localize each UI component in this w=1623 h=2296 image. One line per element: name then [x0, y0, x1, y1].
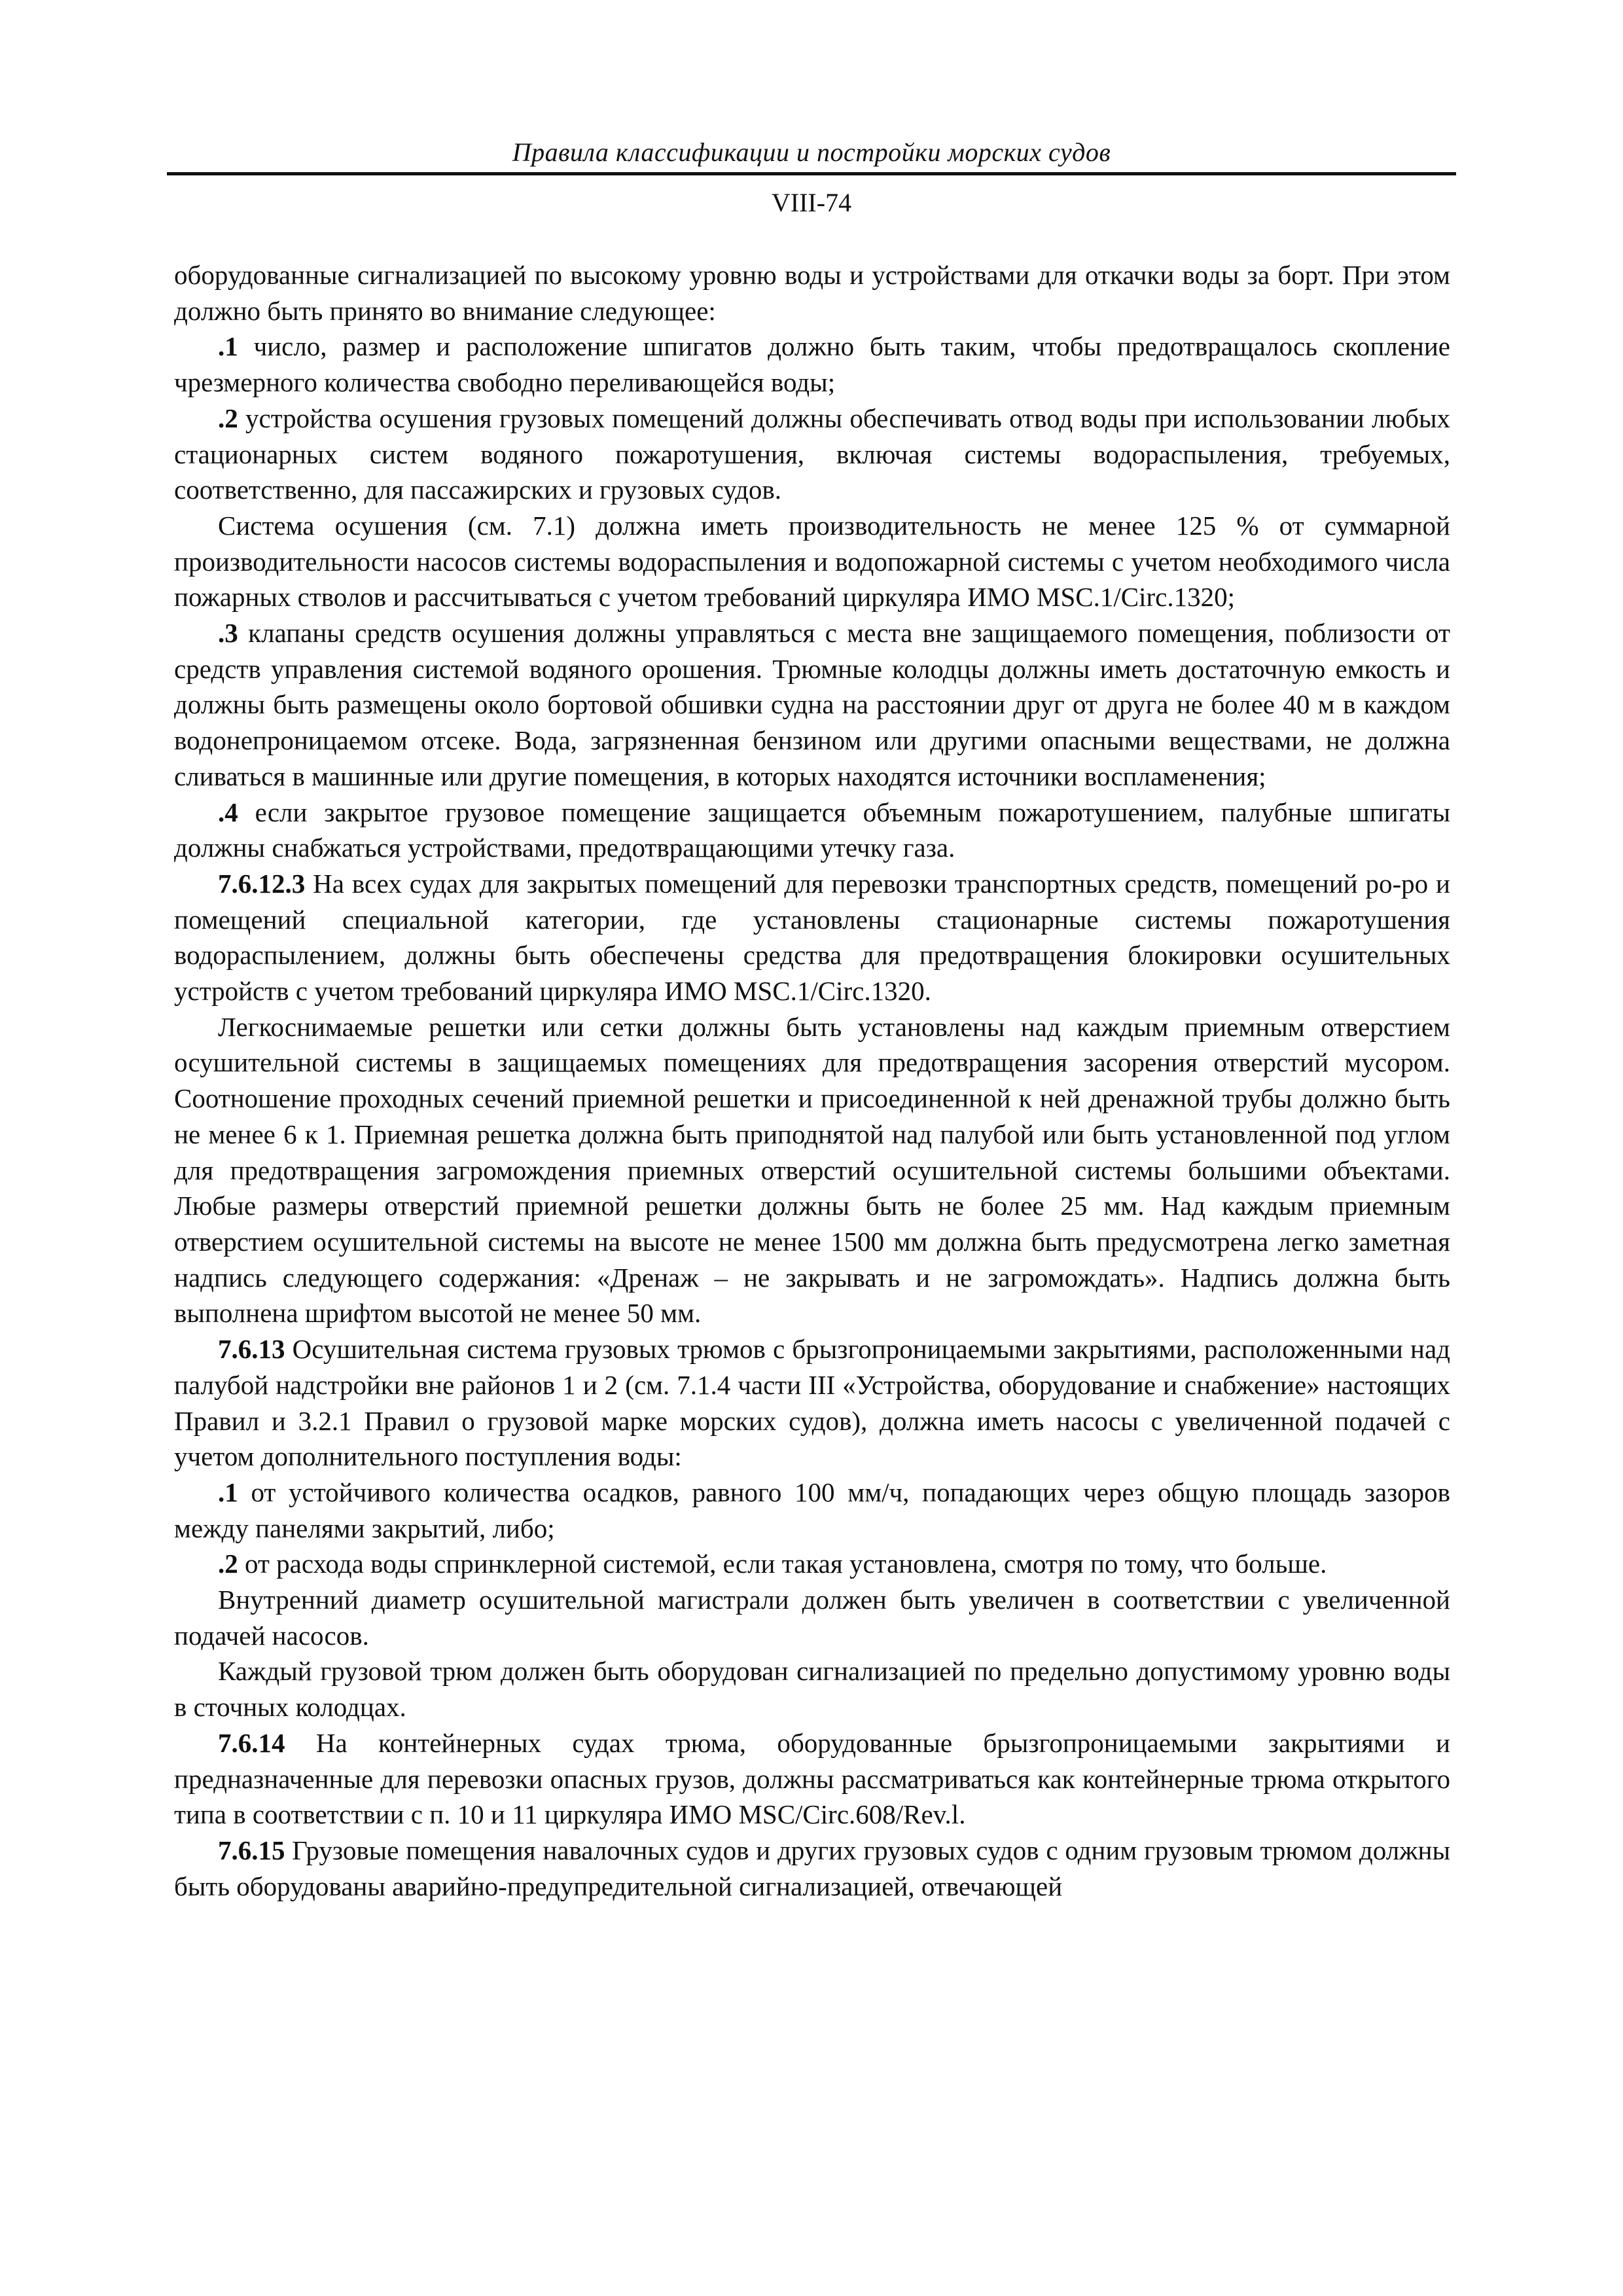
paragraph-text: На контейнерных судах трюма, оборудованные брызгопроницаемыми закрытиями и предназначенные для перевозки опасных грузов, должны рассматриваться как контейнерные трюма открытого типа в соответствии с п. 10 и 11 циркуляра ИМО MSC/Circ.608/Rev.l.	[174, 1727, 1450, 1830]
section-7-6-13	[174, 1331, 1450, 1475]
list-item-2	[174, 401, 1450, 508]
paragraph-text: Легкоснимаемые решетки или сетки должны быть установлены над каждым приемным отверстием осушительной системы в защищаемых помещениях для предотвращения засорения отверстий мусором. Соотношение проходных сечений приемной решетки и присоединенной к ней дренажной трубы должно быть не менее 6 к 1. Приемная решетка должна быть приподнятой над палубой или быть установленной под углом для предотвращения загромождения приемных отверстий осушительной системы большими объектами. Любые размеры отверстий приемной решетки должны быть не более 25 мм. Над каждым приемным отверстием осушительной системы на высоте не менее 1500 мм должна быть предусмотрена легко заметная надпись следующего содержания: «Дренаж – не закрывать и не загромождать». Надпись должна быть выполнена шрифтом высотой не менее 50 мм.	[174, 1011, 1450, 1329]
paragraph-text: от расхода воды спринклерной системой, если такая установлена, смотря по тому, что больше.	[238, 1549, 1327, 1579]
paragraph-text: Каждый грузовой трюм должен быть оборудован сигнализацией по предельно допустимому уровню воды в сточных колодцах.	[174, 1656, 1450, 1723]
paragraph	[174, 1582, 1450, 1653]
running-header-title: Правила классификации и постройки морских судов	[512, 137, 1111, 167]
section-number: 7.6.15	[218, 1835, 285, 1865]
list-item-1	[174, 1475, 1450, 1546]
list-item-2	[174, 1546, 1450, 1582]
section-7-6-12-3	[174, 866, 1450, 1009]
paragraph	[174, 1653, 1450, 1725]
paragraph-text: Система осушения (см. 7.1) должна иметь производительность не менее 125 % от суммарной производительности насосов системы водораспыления и водопожарной системы с учетом необходимого числа пожарных стволов и рассчитываться с учетом требований циркуляра ИМО MSC.1/Circ.1320;	[174, 510, 1450, 613]
paragraph-text: На всех судах для закрытых помещений для перевозки транспортных средств, помещений ро-ро и помещений специальной категории, где установлены стационарные системы пожаротушения водораспылением, должны быть обеспечены средства для предотвращения блокировки осушительных устройств с учетом требований циркуляра ИМО MSC.1/Circ.1320.	[174, 868, 1450, 1007]
paragraph-text: Осушительная система грузовых трюмов с брызгопроницаемыми закрытиями, расположенными над палубой надстройки вне районов 1 и 2 (см. 7.1.4 части III «Устройства, оборудование и снабжение» настоящих Правил и 3.2.1 Правил о грузовой марке морских судов), должна иметь насосы с увеличенной подачей с учетом дополнительного поступления воды:	[174, 1334, 1450, 1472]
paragraph	[174, 508, 1450, 615]
header-rule	[167, 172, 1456, 175]
paragraph-text: если закрытое грузовое помещение защищается объемным пожаротушением, палубные шпигаты должны снабжаться устройствами, предотвращающими утечку газа.	[174, 797, 1450, 863]
item-number: .2	[218, 403, 238, 433]
list-item-1	[174, 329, 1450, 400]
paragraph-text: оборудованные сигнализацией по высокому уровню воды и устройствами для откачки воды за борт. При этом должно быть принято во внимание следующее:	[174, 260, 1450, 326]
section-number: 7.6.12.3	[218, 868, 306, 899]
item-number: .1	[218, 1477, 238, 1507]
paragraph-text: Внутренний диаметр осушительной магистрали должен быть увеличен в соответствии с увеличенной подачей насосов.	[174, 1585, 1450, 1651]
item-number: .3	[218, 618, 238, 649]
paragraph-text: от устойчивого количества осадков, равного 100 мм/ч, попадающих через общую площадь зазоров между панелями закрытий, либо;	[174, 1477, 1450, 1543]
paragraph-text: устройства осушения грузовых помещений должны обеспечивать отвод воды при использовании любых стационарных систем водяного пожаротушения, включая системы водораспыления, требуемых, соответственно, для пассажирских и грузовых судов.	[174, 403, 1450, 505]
paragraph-text: Грузовые помещения навалочных судов и других грузовых судов с одним грузовым трюмом должны быть оборудованы аварийно-предупредительной сигнализацией, отвечающей	[174, 1835, 1450, 1901]
section-number: 7.6.13	[218, 1334, 285, 1365]
document-body	[174, 257, 1450, 1904]
paragraph-continuation	[174, 257, 1450, 329]
section-number: 7.6.14	[218, 1727, 285, 1758]
paragraph-text: число, размер и расположение шпигатов должно быть таким, чтобы предотвращалось скопление чрезмерного количества свободно переливающейся воды;	[174, 331, 1450, 398]
item-number: .1	[218, 331, 238, 362]
list-item-4	[174, 795, 1450, 866]
item-number: .4	[218, 797, 238, 827]
section-7-6-15	[174, 1833, 1450, 1904]
page-number: VIII-74	[771, 188, 852, 217]
item-number: .2	[218, 1549, 238, 1579]
section-7-6-14	[174, 1725, 1450, 1833]
paragraph-text: клапаны средств осушения должны управляться с места вне защищаемого помещения, поблизости от средств управления системой водяного орошения. Трюмные колодцы должны иметь достаточную емкость и должны быть размещены около бортовой обшивки судна на расстоянии друг от друга не более 40 м в каждом водонепроницаемом отсеке. Вода, загрязненная бензином или другими опасными веществами, не должна сливаться в машинные или другие помещения, в которых находятся источники воспламенения;	[174, 618, 1450, 791]
paragraph	[174, 1009, 1450, 1331]
list-item-3	[174, 615, 1450, 795]
